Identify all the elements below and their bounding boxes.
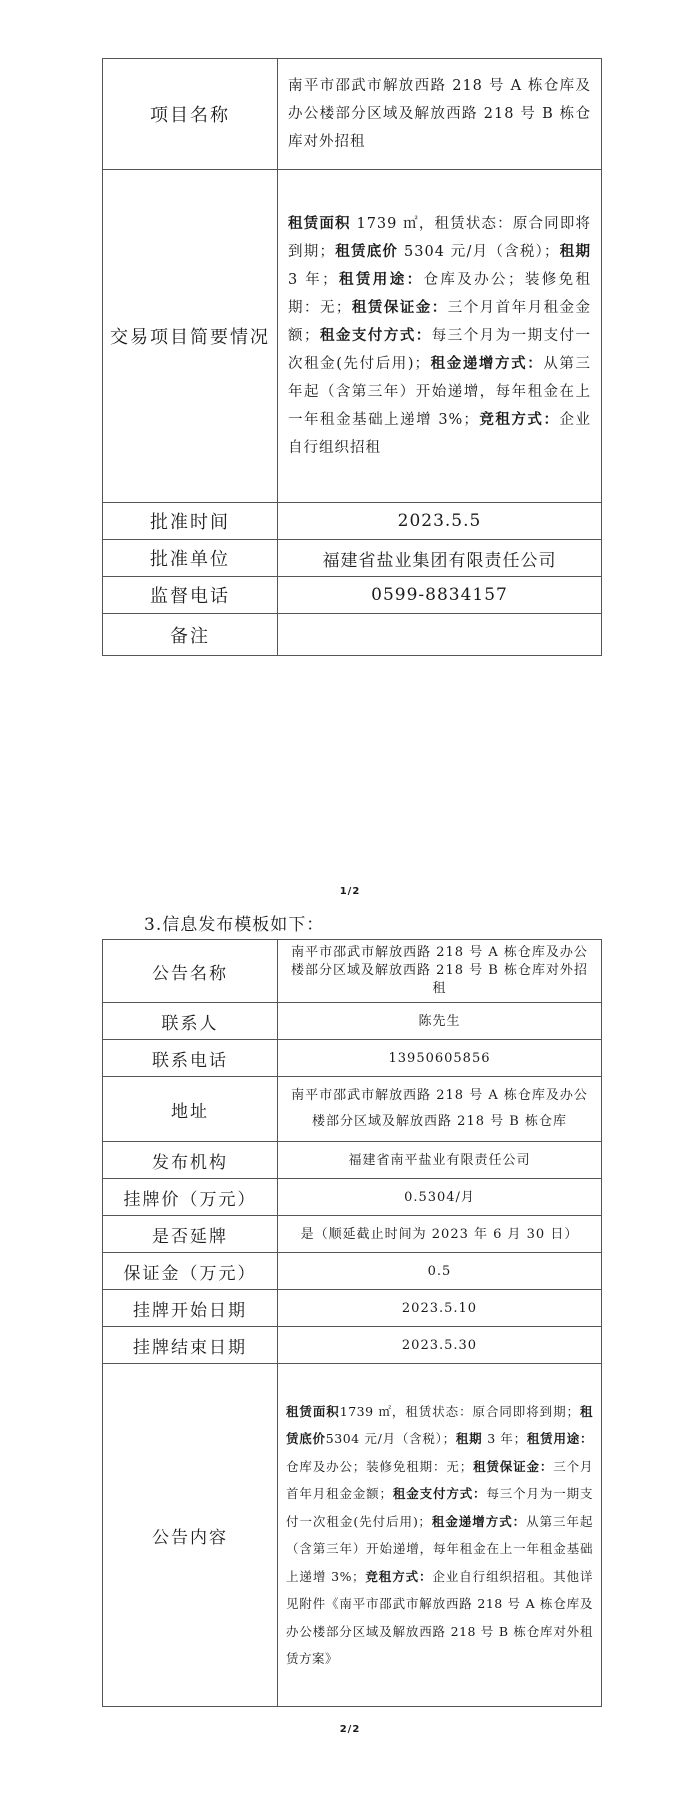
content-text: 每三个月为一期支付一次租金(先付后用)； xyxy=(286,1486,593,1529)
contact-phone-value: 13950605856 xyxy=(278,1040,602,1077)
summary-text: 5304 元/月（含税）； xyxy=(398,244,560,260)
row-label: 保证金（万元） xyxy=(103,1253,278,1290)
content-text: 5304 元/月（含税）； xyxy=(325,1431,456,1446)
table-row xyxy=(103,540,602,577)
row-label: 是否延牌 xyxy=(103,1216,278,1253)
row-label: 监督电话 xyxy=(103,577,278,614)
table-row xyxy=(103,1003,602,1040)
summary-label: 租金递增方式： xyxy=(430,355,544,372)
remarks-value xyxy=(278,614,602,656)
content-text: 3 年； xyxy=(482,1431,527,1446)
table-row xyxy=(103,503,602,540)
address-value: 南平市邵武市解放西路 218 号 A 栋仓库及办公楼部分区域及解放西路 218 号 B 栋仓库 xyxy=(278,1077,602,1142)
contact-person-value: 陈先生 xyxy=(278,1003,602,1040)
table-row xyxy=(103,577,602,614)
summary-text: 仓库及办公；装修免租期：无； xyxy=(288,272,592,316)
announcement-table xyxy=(102,939,602,1707)
row-label: 联系人 xyxy=(103,1003,278,1040)
row-label: 挂牌价（万元） xyxy=(103,1179,278,1216)
table-row xyxy=(103,1216,602,1253)
project-summary-value xyxy=(278,170,602,503)
page-number: 2/2 xyxy=(339,1724,361,1735)
listing-price-value: 0.5304/月 xyxy=(278,1179,602,1216)
summary-label: 租赁面积 xyxy=(288,215,351,232)
content-label: 租赁底价 xyxy=(286,1403,593,1446)
content-label: 竞租方式： xyxy=(364,1568,433,1584)
announcement-name-value: 南平市邵武市解放西路 218 号 A 栋仓库及办公楼部分区域及解放西路 218 号 B 栋仓库对外招租 xyxy=(278,940,602,1003)
row-label: 发布机构 xyxy=(103,1142,278,1179)
deposit-value: 0.5 xyxy=(278,1253,602,1290)
table-row xyxy=(103,170,602,503)
approval-date-value: 2023.5.5 xyxy=(278,503,602,540)
listing-end-value: 2023.5.30 xyxy=(278,1327,602,1364)
summary-text: 1739 ㎡，租赁状态：原合同即将到期； xyxy=(288,216,592,260)
table-row xyxy=(103,1364,602,1707)
table-row xyxy=(103,1327,602,1364)
table-row xyxy=(103,1179,602,1216)
row-label: 联系电话 xyxy=(103,1040,278,1077)
table-row xyxy=(103,1253,602,1290)
content-label: 租期 xyxy=(455,1431,483,1446)
row-label: 批准单位 xyxy=(103,540,278,577)
row-label: 交易项目简要情况 xyxy=(103,170,278,503)
row-label: 挂牌开始日期 xyxy=(103,1290,278,1327)
content-label: 租赁保证金： xyxy=(472,1458,554,1474)
publisher-value: 福建省南平盐业有限责任公司 xyxy=(278,1142,602,1179)
approval-unit-value: 福建省盐业集团有限责任公司 xyxy=(278,540,602,577)
content-label: 租赁面积 xyxy=(286,1403,340,1419)
summary-label: 租赁底价 xyxy=(334,243,399,260)
extension-value: 是（顺延截止时间为 2023 年 6 月 30 日） xyxy=(278,1216,602,1253)
row-label: 批准时间 xyxy=(103,503,278,540)
table-row xyxy=(103,59,602,170)
content-label: 租金递增方式： xyxy=(431,1513,527,1529)
row-label: 地址 xyxy=(103,1077,278,1142)
section-heading: 3.信息发布模板如下： xyxy=(144,915,325,935)
project-name-value: 南平市邵武市解放西路 218 号 A 栋仓库及办公楼部分区域及解放西路 218 号 B 栋仓库对外招租 xyxy=(278,59,602,170)
content-text: 仓库及办公；装修免租期：无； xyxy=(286,1458,473,1474)
summary-label: 租金支付方式： xyxy=(319,327,432,344)
table-row xyxy=(103,614,602,656)
summary-label: 租赁保证金： xyxy=(351,299,448,316)
content-label: 租赁用途： xyxy=(526,1431,593,1446)
table-row xyxy=(103,1040,602,1077)
page-number: 1/2 xyxy=(339,886,361,897)
table-row xyxy=(103,1077,602,1142)
summary-text: 从第三年起（含第三年）开始递增，每年租金在上一年租金基础上递增 3%； xyxy=(288,356,591,428)
summary-label: 租期 xyxy=(559,243,592,260)
table-row xyxy=(103,1142,602,1179)
table-row xyxy=(103,940,602,1003)
summary-text: 企业自行组织招租 xyxy=(288,412,592,456)
summary-text: 每三个月为一期支付一次租金(先付后用)； xyxy=(288,328,592,372)
announcement-content-value xyxy=(278,1364,602,1707)
content-text: 企业自行组织招租。其他详见附件《南平市邵武市解放西路 218 号 A 栋仓库及办公楼部分区域及解放西路 218 号 B 栋仓库对外租赁方案》 xyxy=(286,1568,593,1666)
summary-label: 竞租方式： xyxy=(478,411,560,428)
supervision-phone-value: 0599-8834157 xyxy=(278,577,602,614)
summary-label: 租赁用途： xyxy=(337,271,424,288)
row-label: 公告内容 xyxy=(103,1364,278,1707)
content-text: 1739 ㎡，租赁状态：原合同即将到期； xyxy=(339,1403,580,1419)
row-label: 公告名称 xyxy=(103,940,278,1003)
row-label: 挂牌结束日期 xyxy=(103,1327,278,1364)
content-text: 三个月首年月租金金额； xyxy=(286,1458,593,1501)
table-row xyxy=(103,1290,602,1327)
summary-text: 三个月首年月租金金额； xyxy=(288,300,592,344)
row-label: 备注 xyxy=(103,614,278,656)
project-info-table xyxy=(102,58,602,656)
row-label: 项目名称 xyxy=(103,59,278,170)
summary-text: 3 年； xyxy=(288,272,338,288)
listing-start-value: 2023.5.10 xyxy=(278,1290,602,1327)
content-label: 租金支付方式： xyxy=(392,1486,487,1501)
content-text: 从第三年起（含第三年）开始递增，每年租金在上一年租金基础上递增 3%； xyxy=(286,1513,593,1584)
